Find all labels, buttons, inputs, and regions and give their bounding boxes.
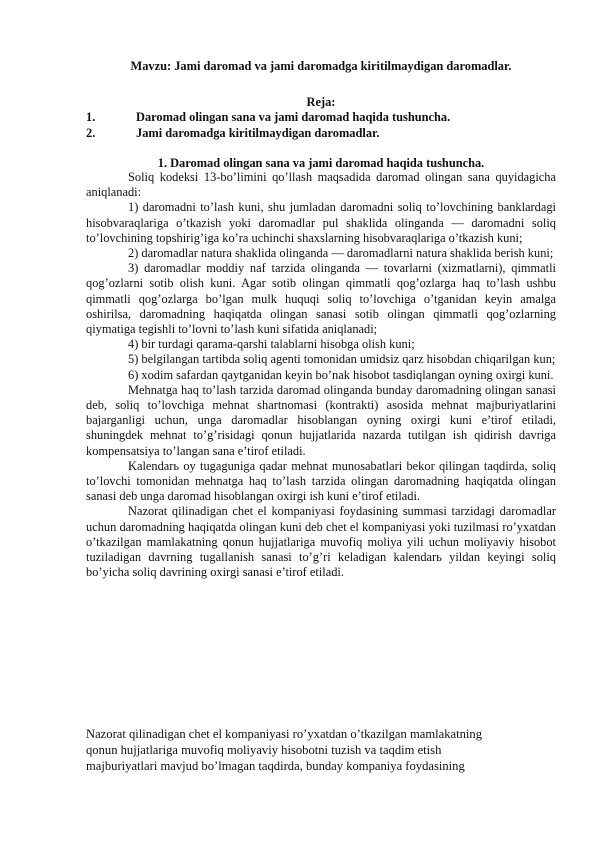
paragraph: 5) belgilangan tartibda soliq agenti tomonidan umidsiz qarz hisobdan chiqarilgan kun; <box>128 352 556 367</box>
plan-item-text: Jami daromadga kiritilmaydigan daromadlar. <box>136 126 380 140</box>
plan-item-text: Daromad olingan sana va jami daromad haqida tushuncha. <box>136 110 451 124</box>
paragraph: 1) daromadni to’lash kuni, shu jumladan daromadni soliq to’lovchining banklardagi hisobvaraqlariga o’tkazish yoki daromadlar pul shaklida olinganda — daromadni soliq to’lovchining topshirig’iga ko’ra uchinchi shaxslarning hisobvaraqlariga o’tkazish kuni; <box>86 200 556 245</box>
paragraph: 6) xodim safardan qaytganidan keyin bo’nak hisobot tasdiqlangan oyning oxirgi kuni. <box>128 367 554 382</box>
paragraph: Nazorat qilinadigan chet el kompaniyasi foydasining summasi tarzidagi daromadlar uchun daromadning haqiqatda olingan kuni deb chet el kompaniyasi yoki tuzilmasi ro’yxatdan o’tkazilgan mamlakatning qonun hujjatlariga muvofiq moliya yili uchun moliyaviy hisobot tuziladigan davrning tugallanish sanasi to’g’ri keladigan kalendarь yildan keyingi soliq bo’yicha soliq davrining oxirgi sanasi e’tirof etiladi. <box>86 504 556 580</box>
text-line: Nazorat qilinadigan chet el kompaniyasi ro’yxatdan o’tkazilgan mamlakatning <box>86 727 482 741</box>
plan-item-number: 2. <box>86 126 96 140</box>
paragraph: 3) daromadlar moddiy naf tarzida olinganda — tovarlarni (xizmatlarni), qimmatli qog’ozlarni sotib olish kuni. Agar sotib olingan qimmatli qog’ozlarga haq to’lash ushbu qimmatli qog’ozlarga bo’lgan mulk huquqi soliq to’lovchiga o’tganidan keyin amalga oshirilsa, daromadning haqiqatda olingan sanasi sotib olingan qimmatli qog’ozlarning qiymatiga tegishli to’lovni to’lash kuni sifatida aniqlanadi; <box>86 261 556 337</box>
document-body <box>86 170 556 580</box>
paragraph: 2) daromadlar natura shaklida olinganda — daromadlarni natura shaklida berish kuni; <box>128 246 554 261</box>
paragraph: 4) bir turdagi qarama-qarshi talablarni hisobga olish kuni; <box>128 337 415 352</box>
plan-heading: Reja: <box>306 95 336 109</box>
text-line: majburiyatlari mavjud bo’lmagan taqdirda, bunday kompaniya foydasining <box>86 759 465 774</box>
plan-item <box>86 126 379 141</box>
plan-item <box>86 110 450 125</box>
paragraph: Mehnatga haq to’lash tarzida daromad olinganda bunday daromadning olingan sanasi deb, soliq to’lovchiga mehnat shartnomasi (kontrakti) asosida mehnat majburiyatlarini bajarganligi uchun, unga daromadlar hisoblangan oyning oxirgi kuni e’tirof etiladi, shuningdek mehnat to’g’risidagi qonun hujjatlarida nazarda tutilgan ish qidirish davriga kompensatsiya to’langan sana e’tirof etiladi. <box>86 382 556 458</box>
paragraph: Soliq kodeksi 13-bo’limini qo’llash maqsadida daromad olingan sana quyidagicha aniqlanadi: <box>86 170 556 200</box>
section-heading: 1. Daromad olingan sana va jami daromad haqida tushuncha. <box>157 156 485 170</box>
document-title: Mavzu: Jami daromad va jami daromadga kiritilmaydigan daromadlar. <box>130 59 512 73</box>
paragraph: Kalendarь oy tugaguniga qadar mehnat munosabatlari bekor qilingan taqdirda, soliq to’lovchi tomonidan mehnatga haq to’lash tarzida olingan daromadning haqiqatda olingan sanasi deb unga daromad hisoblangan oxirgi ish kuni e’tirof etiladi. <box>86 458 556 504</box>
text-line: qonun hujjatlariga muvofiq moliyaviy hisobotni tuzish va taqdim etish <box>86 743 442 758</box>
trailing-paragraph <box>86 726 556 775</box>
plan-item-number: 1. <box>86 110 96 124</box>
